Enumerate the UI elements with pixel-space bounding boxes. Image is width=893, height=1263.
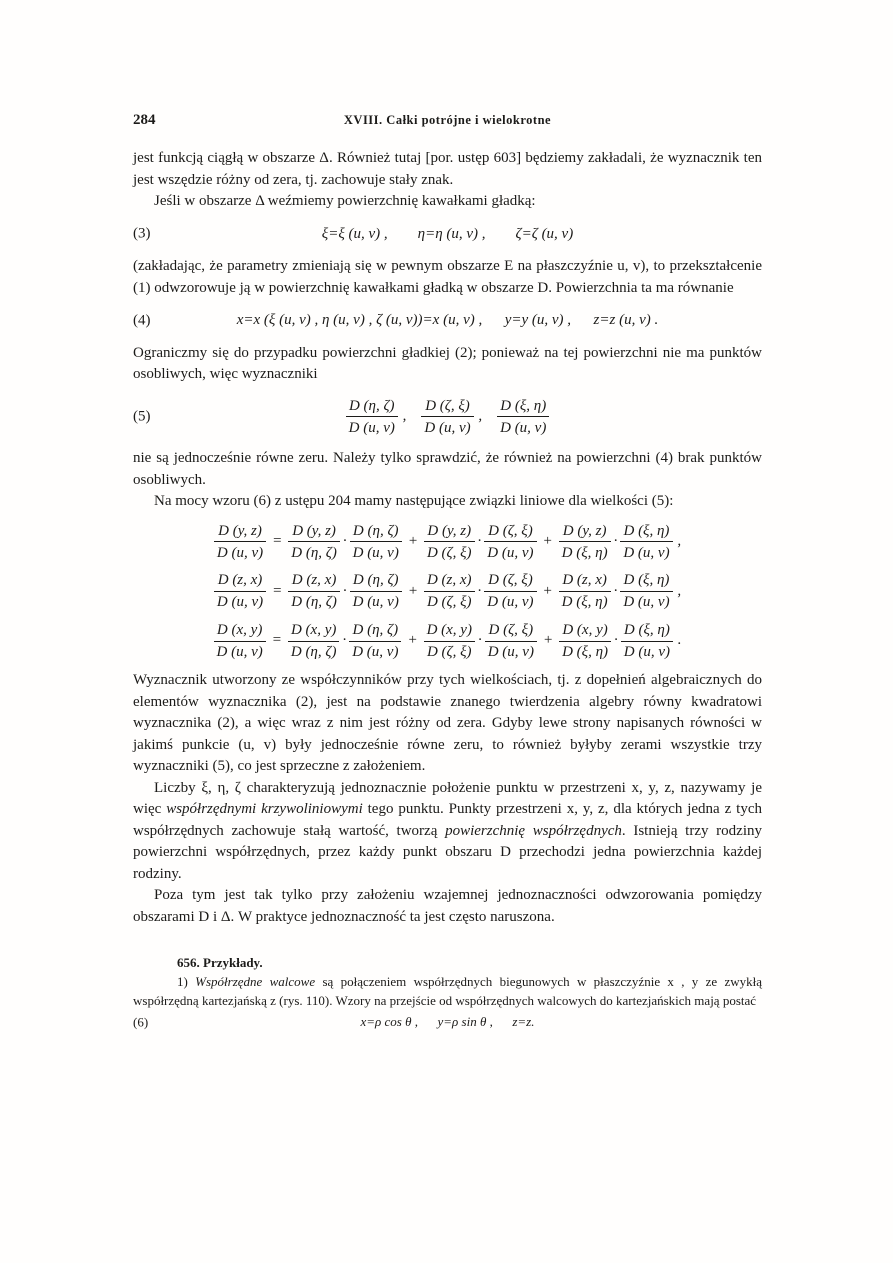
fraction-numerator: D (ξ, η) (620, 522, 672, 543)
fraction-denominator: D (u, v) (216, 544, 264, 561)
operator: = (272, 533, 283, 550)
operator: · (342, 582, 347, 599)
identity-1-content (133, 522, 762, 563)
equation-text: , (398, 408, 422, 425)
operator: + (407, 582, 418, 599)
equation-label: (3) (133, 225, 151, 242)
equation-text: , (474, 408, 498, 425)
example-1-paragraph (133, 972, 762, 1010)
fraction-numerator: D (z, x) (424, 571, 475, 592)
paragraph: (zakładając, że parametry zmieniają się w pewnym obszarze E na płaszczyźnie u, v), to przekształcenie (1) odwzorowuje ją w powierzchnię kawałkami gładką w obszarze D. Powierzchnia ta ma równanie (133, 258, 762, 296)
operator: + (407, 632, 418, 649)
operator: · (614, 632, 618, 649)
fraction-numerator: D (y, z) (424, 522, 475, 543)
fraction-numerator: D (ξ, η) (497, 397, 549, 418)
fraction-denominator: D (ζ, ξ) (426, 544, 472, 561)
operator: + (542, 582, 553, 599)
operator: + (542, 533, 553, 550)
identity-3-content (133, 621, 762, 662)
text-run: Liczby ξ, η, ζ charakteryzują jednoznacznie położenie punktu w przestrzeni x, y, z, nazywamy je więc (133, 779, 762, 818)
operator: · (613, 582, 618, 599)
fraction (559, 571, 611, 612)
operator: · (342, 632, 347, 649)
equation-text: . (673, 632, 682, 649)
fraction-numerator: D (z, x) (559, 571, 611, 592)
fraction (350, 571, 402, 612)
paragraph: Ograniczmy się do przypadku powierzchni gładkiej (2); ponieważ na tej powierzchni nie ma punktów osobliwych, więc wyznaczniki (133, 344, 762, 382)
operator: + (407, 533, 418, 550)
operator: · (613, 533, 618, 550)
fraction-denominator: D (u, v) (348, 419, 395, 436)
fraction (350, 522, 402, 563)
identity-equations-block (133, 522, 762, 662)
equation-6-content (133, 1012, 762, 1031)
paragraph: Jeśli w obszarze Δ weźmiemy powierzchnię kawałkami gładką: (154, 193, 536, 209)
paragraph: jest funkcją ciągłą w obszarze Δ. Również tutaj [por. ustęp 603] będziemy zakładali, że wyznacznik ten jest wszędzie różny od zera, tj. zachowuje stały znak. (133, 150, 762, 188)
text-run: 1) (177, 974, 196, 990)
identity-row-1 (133, 522, 762, 563)
fraction-denominator: D (u, v) (623, 594, 670, 611)
operator: · (342, 533, 347, 550)
fraction-numerator: D (ζ, ξ) (485, 621, 537, 642)
fraction (424, 522, 475, 563)
paragraph: Wyznacznik utworzony ze współczynników przy tych wielkościach, tj. z dopełnień algebraicznych do elementów wyznacznika (2), jest na podstawie znanego twierdzenia algebry równy kwadratowi wyznacznika (2), a więc wraz z nim jest różny od zera. Gdyby lewe strony napisanych równości w jakimś punkcie (u, v) były jednocześnie równe zeru, to również byłyby zerami wszystkie trzy wyznaczniki (5), co jest sprzeczne z założeniem. (133, 672, 762, 775)
fraction-denominator: D (u, v) (352, 544, 399, 561)
paragraph: Poza tym jest tak tylko przy założeniu wzajemnej jednoznaczności odwzorowania pomiędzy obszarami D i Δ. W praktyce jednoznaczność ta jest często naruszona. (133, 887, 762, 925)
fraction-denominator: D (u, v) (216, 644, 263, 661)
fraction-denominator: D (u, v) (623, 644, 670, 661)
fraction (559, 522, 611, 563)
operator: · (477, 632, 482, 649)
fraction-denominator: D (η, ζ) (291, 544, 337, 561)
equation-text: x=x (ξ (u, v) , η (u, v) , ζ (u, v))=x (u, v) , y=y (u, v) , z=z (u, v) . (236, 312, 659, 328)
page-header (133, 111, 762, 129)
fraction-denominator: D (u, v) (216, 594, 264, 611)
fraction-numerator: D (x, y) (559, 621, 611, 642)
equation-text: , (673, 533, 682, 550)
paragraph (133, 778, 762, 886)
fraction-denominator: D (u, v) (352, 644, 399, 661)
equation-text: x=ρ cos θ , y=ρ sin θ , z=z. (360, 1014, 535, 1030)
fraction (424, 571, 475, 612)
fraction-numerator: D (y, z) (288, 522, 340, 543)
fraction-numerator: D (η, ζ) (349, 621, 401, 642)
operator: + (542, 632, 554, 649)
paragraph: nie są jednocześnie równe zeru. Należy tylko sprawdzić, że również na powierzchni (4) brak punktów osobliwych. (133, 450, 762, 488)
fraction (620, 522, 672, 563)
equation-text: , (673, 582, 682, 599)
fraction-denominator: D (ζ, ξ) (426, 644, 472, 661)
operator: = (271, 632, 282, 649)
fraction (214, 522, 266, 563)
identity-row-2 (133, 571, 762, 612)
equation-3-content (133, 224, 762, 246)
fraction-numerator: D (y, z) (559, 522, 611, 543)
fraction (346, 397, 398, 438)
fraction-numerator: D (ξ, η) (620, 571, 672, 592)
fraction-numerator: D (y, z) (214, 522, 266, 543)
page-number: 284 (133, 112, 156, 128)
fraction (485, 621, 537, 662)
text-run: współrzędnymi krzywoliniowymi (166, 801, 363, 818)
text-run: tego punktu. Punkty przestrzeni x, y, z, dla których jedna z tych współrzędnych zachowuje stałą wartość, tworzą (133, 801, 762, 839)
fraction-numerator: D (x, y) (214, 621, 266, 642)
equation-label: (4) (133, 312, 151, 328)
fraction (214, 621, 266, 662)
fraction (497, 397, 549, 438)
fraction-denominator: D (η, ζ) (291, 594, 337, 611)
identity-2-content (133, 571, 762, 612)
fraction-denominator: D (ξ, η) (562, 644, 608, 661)
operator: · (477, 582, 482, 599)
fraction-denominator: D (u, v) (623, 544, 670, 561)
fraction-numerator: D (η, ζ) (346, 397, 398, 418)
fraction-denominator: D (u, v) (352, 594, 399, 611)
equation-5-content (133, 397, 762, 438)
fraction-numerator: D (ξ, η) (621, 621, 673, 642)
text-run: powierzchnię współrzędnych (445, 822, 622, 839)
paragraph: Na mocy wzoru (6) z ustępu 204 mamy następujące związki liniowe dla wielkości (5): (154, 493, 674, 510)
equation-4-content (133, 310, 762, 332)
examples-section (133, 953, 762, 1031)
equation-label: (6) (133, 1014, 149, 1030)
fraction (424, 621, 475, 662)
fraction-denominator: D (u, v) (487, 594, 534, 611)
equation-3-row (133, 224, 762, 246)
running-head: XVIII. Całki potrójne i wielokrotne (343, 113, 552, 127)
equation-label: (5) (133, 408, 151, 425)
fraction-denominator: D (ξ, η) (561, 594, 608, 611)
fraction-denominator: D (η, ζ) (290, 644, 337, 661)
fraction-denominator: D (ζ, ξ) (426, 594, 472, 611)
text-run: Współrzędne walcowe (195, 974, 316, 990)
fraction (484, 522, 536, 563)
fraction-denominator: D (u, v) (500, 419, 547, 436)
fraction-numerator: D (ζ, ξ) (484, 522, 536, 543)
fraction (349, 621, 401, 662)
fraction (288, 522, 340, 563)
operator: = (272, 582, 283, 599)
fraction-numerator: D (z, x) (214, 571, 266, 592)
fraction-denominator: D (u, v) (424, 419, 471, 436)
equation-text: ξ=ξ (u, v) , η=η (u, v) , ζ=ζ (u, v) (321, 225, 574, 242)
text-run: są połączeniem współrzędnych biegunowych w płaszczyźnie x , y ze zwykłą współrzędną kartezjańską z (rys. 110). Wzory na przejście od współrzędnych walcowych do kartezjańskich mają postać (133, 974, 763, 1009)
fraction-numerator: D (z, x) (288, 571, 340, 592)
identity-row-3 (133, 621, 762, 662)
fraction-numerator: D (ζ, ξ) (421, 397, 473, 418)
equation-6-row (133, 1012, 762, 1031)
text-run: . Istnieją trzy rodziny powierzchni współrzędnych, przez każdy punkt obszaru D przechodzi jedna powierzchnia każdej rodziny. (133, 822, 762, 882)
fraction (288, 571, 340, 612)
fraction-numerator: D (η, ζ) (350, 571, 402, 592)
fraction (288, 621, 340, 662)
equation-5-row (133, 397, 762, 438)
equation-4-row (133, 310, 762, 332)
fraction (621, 621, 673, 662)
fraction-denominator: D (u, v) (487, 644, 534, 661)
fraction-numerator: D (x, y) (288, 621, 340, 642)
fraction-numerator: D (ζ, ξ) (484, 571, 536, 592)
fraction (620, 571, 672, 612)
fraction-denominator: D (ξ, η) (561, 544, 608, 561)
fraction (421, 397, 473, 438)
fraction (559, 621, 611, 662)
fraction (484, 571, 536, 612)
fraction-denominator: D (u, v) (487, 544, 534, 561)
fraction (214, 571, 266, 612)
fraction-numerator: D (x, y) (424, 621, 475, 642)
fraction-numerator: D (η, ζ) (350, 522, 402, 543)
examples-heading: 656. Przykłady. (177, 955, 263, 971)
operator: · (477, 533, 482, 550)
